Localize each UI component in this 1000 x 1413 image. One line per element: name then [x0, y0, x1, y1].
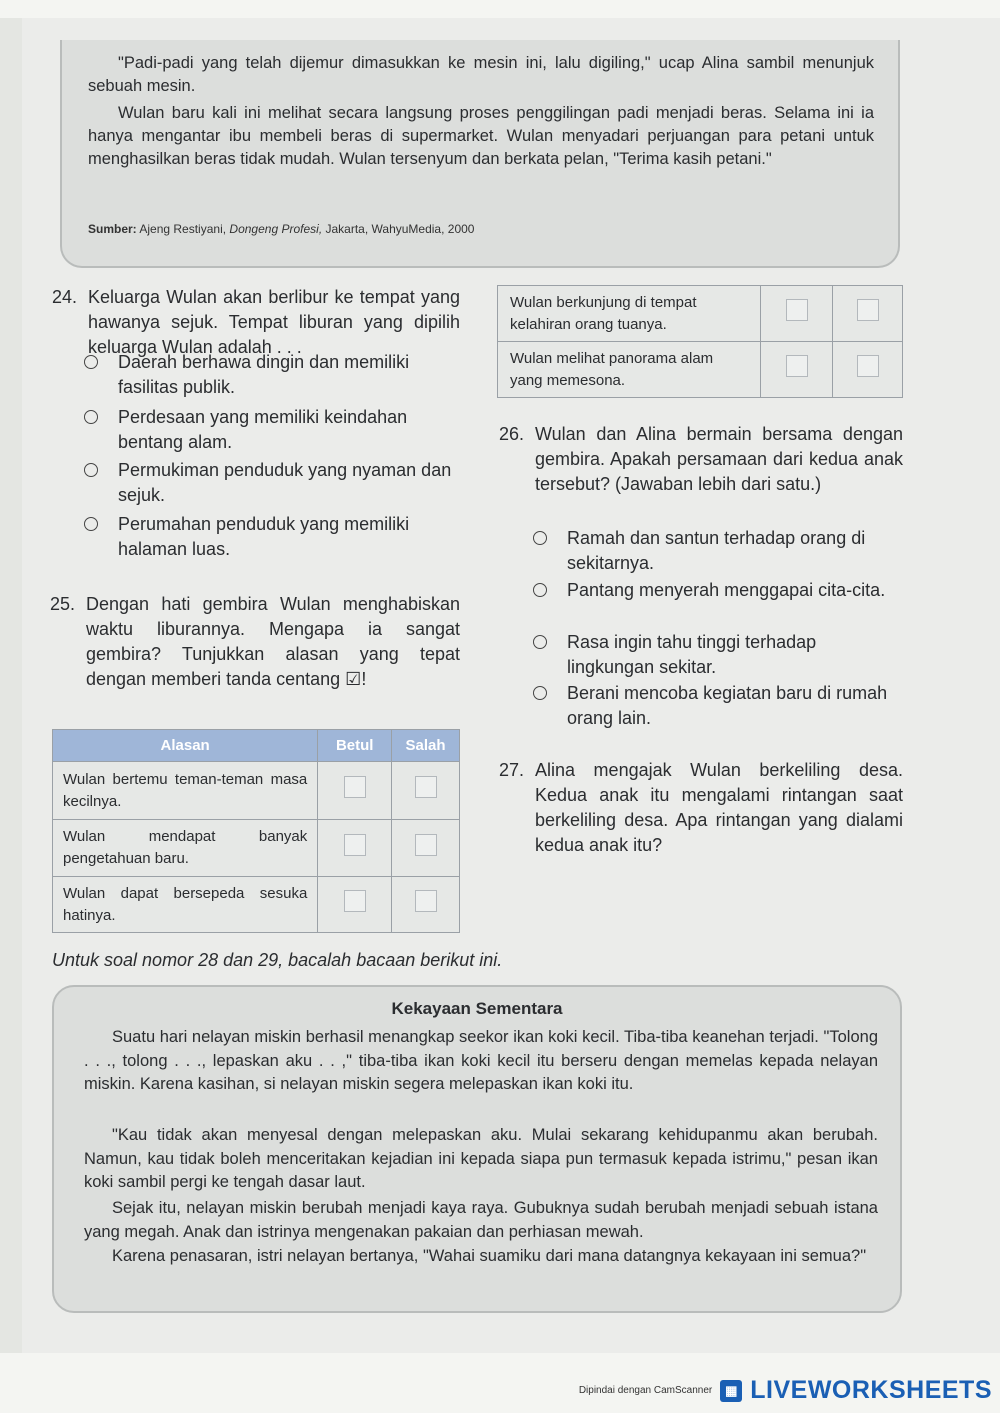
question-24	[52, 285, 460, 360]
q25-row-1-text: Wulan bertemu teman-teman masa kecilnya.	[53, 762, 318, 820]
table-row	[498, 342, 903, 398]
q24-option-3[interactable]	[118, 458, 463, 508]
table-row	[498, 286, 903, 342]
question-26-number: 26.	[499, 424, 525, 444]
radio-circle-icon[interactable]	[533, 583, 547, 597]
radio-circle-icon[interactable]	[84, 410, 98, 424]
radio-circle-icon[interactable]	[84, 517, 98, 531]
question-24-number: 24.	[52, 287, 78, 307]
q24-option-3-label: Permukiman penduduk yang nyaman dan sejuk.	[118, 460, 452, 505]
q26-option-3-label: Rasa ingin tahu tinggi terhadap lingkungan sekitar.	[567, 632, 817, 677]
passage2-paragraph-1: Suatu hari nelayan miskin berhasil menangkap seekor ikan koki kecil. Tiba-tiba keanehan terjadi. "Tolong . . ., tolong . . ., lepaskan aku . . ," tiba-tiba ikan koki kecil itu berseru dengan memelas kepada nelayan miskin. Karena kasihan, si nelayan miskin segera melepaskan ikan koki itu.	[84, 1028, 878, 1093]
salah-checkbox[interactable]	[415, 776, 437, 798]
passage2-paragraph-4: Karena penasaran, istri nelayan bertanya, "Wahai suamiku dari mana datangnya kekayaan ini semua?"	[112, 1247, 867, 1265]
betul-checkbox[interactable]	[786, 299, 808, 321]
passage1-paragraph-1: "Padi-padi yang telah dijemur dimasukkan ke mesin ini, lalu digiling," ucap Alina sambil menunjuk sebuah mesin.	[88, 54, 874, 95]
passage1-source	[88, 222, 474, 236]
header-salah: Salah	[392, 730, 460, 762]
footer-branding	[579, 1376, 992, 1405]
header-betul: Betul	[318, 730, 392, 762]
radio-circle-icon[interactable]	[533, 686, 547, 700]
reading-instruction: Untuk soal nomor 28 dan 29, bacalah bacaan berikut ini.	[52, 950, 503, 970]
q25-row-3-text: Wulan dapat bersepeda sesuka hatinya.	[53, 877, 318, 933]
betul-checkbox[interactable]	[344, 776, 366, 798]
q26-option-2[interactable]	[567, 578, 903, 603]
q25-table	[52, 729, 460, 933]
radio-circle-icon[interactable]	[533, 531, 547, 545]
liveworksheets-logo-icon: ▦	[720, 1380, 742, 1402]
header-alasan: Alasan	[53, 730, 318, 762]
betul-checkbox[interactable]	[344, 890, 366, 912]
question-26	[499, 422, 903, 497]
radio-circle-icon[interactable]	[84, 463, 98, 477]
camscanner-text: Dipindai dengan CamScanner	[578, 1385, 713, 1396]
liveworksheets-brand[interactable]: LIVEWORKSHEETS	[750, 1376, 992, 1404]
table-row	[53, 877, 460, 933]
betul-checkbox[interactable]	[344, 834, 366, 856]
passage1-paragraph-2: Wulan baru kali ini melihat secara langsung proses penggilingan padi menjadi beras. Selama ini ia hanya mengantar ibu membeli beras di supermarket. Wulan menyadari perjuangan para petani untuk menghasilkan beras tidak mudah. Wulan tersenyum dan berkata pelan, "Terima kasih petani."	[88, 104, 874, 168]
question-25	[50, 592, 460, 692]
question-26-text: Wulan dan Alina bermain bersama dengan gembira. Apakah persamaan dari kedua anak tersebut? (Jawaban lebih dari satu.)	[535, 424, 903, 494]
salah-checkbox[interactable]	[415, 890, 437, 912]
q25-row-4-text: Wulan berkunjung di tempat kelahiran orang tuanya.	[498, 286, 761, 342]
q25-table-header	[53, 730, 460, 762]
question-27	[499, 758, 903, 858]
q25-row-5-text: Wulan melihat panorama alam yang memesona.	[498, 342, 761, 398]
passage2-paragraph-3: Sejak itu, nelayan miskin berubah menjadi kaya raya. Gubuknya sudah berubah menjadi sebuah istana yang megah. Anak dan istrinya mengenakan pakaian dan perhiasan mewah.	[84, 1199, 878, 1241]
question-25-number: 25.	[50, 594, 76, 614]
q24-option-1-label: Daerah berhawa dingin dan memiliki fasilitas publik.	[118, 352, 410, 397]
salah-checkbox[interactable]	[415, 834, 437, 856]
q24-option-2[interactable]	[118, 405, 463, 455]
table-row	[53, 820, 460, 877]
q26-option-2-label: Pantang menyerah menggapai cita-cita.	[567, 580, 886, 600]
q26-option-4[interactable]	[567, 681, 903, 731]
salah-checkbox[interactable]	[857, 299, 879, 321]
radio-circle-icon[interactable]	[533, 635, 547, 649]
question-27-text: Alina mengajak Wulan berkeliling desa. Kedua anak itu mengalami rintangan saat berkeliling desa. Apa rintangan yang dialami kedua anak itu?	[535, 760, 903, 855]
q24-option-1[interactable]	[118, 350, 463, 400]
q25-row-2-text: Wulan mendapat banyak pengetahuan baru.	[53, 820, 318, 877]
table-row	[53, 762, 460, 820]
betul-checkbox[interactable]	[786, 355, 808, 377]
source-author: Ajeng Restiyani,	[139, 222, 227, 236]
source-label: Sumber:	[88, 222, 137, 236]
q25-table-continued	[497, 285, 903, 398]
passage2-paragraph-2: "Kau tidak akan menyesal dengan melepaskan aku. Mulai sekarang kehidupanmu akan berubah. Namun, kau tidak boleh menceritakan kejadian ini kepada siapa pun termasuk kepada istrimu," pesan ikan koki sambil pergi ke tengah dasar laut.	[84, 1126, 878, 1191]
question-24-text: Keluarga Wulan akan berlibur ke tempat yang hawanya sejuk. Tempat liburan yang dipilih keluarga Wulan adalah . . .	[88, 287, 460, 357]
q24-option-4[interactable]	[118, 512, 463, 562]
radio-circle-icon[interactable]	[84, 355, 98, 369]
q26-option-4-label: Berani mencoba kegiatan baru di rumah orang lain.	[567, 683, 888, 728]
q24-option-2-label: Perdesaan yang memiliki keindahan bentang alam.	[118, 407, 408, 452]
source-title: Dongeng Profesi,	[229, 222, 323, 236]
salah-checkbox[interactable]	[857, 355, 879, 377]
q26-option-3[interactable]	[567, 630, 903, 680]
story-title: Kekayaan Sementara	[391, 999, 563, 1018]
q26-option-1[interactable]	[567, 526, 903, 576]
q26-option-1-label: Ramah dan santun terhadap orang di sekitarnya.	[567, 528, 866, 573]
question-27-number: 27.	[499, 760, 525, 780]
question-25-text: Dengan hati gembira Wulan menghabiskan waktu liburannya. Mengapa ia sangat gembira? Tunjukkan alasan yang tepat dengan memberi tanda centang ☑!	[86, 594, 460, 689]
q24-option-4-label: Perumahan penduduk yang memiliki halaman luas.	[118, 514, 410, 559]
source-rest: Jakarta, WahyuMedia, 2000	[325, 222, 475, 236]
